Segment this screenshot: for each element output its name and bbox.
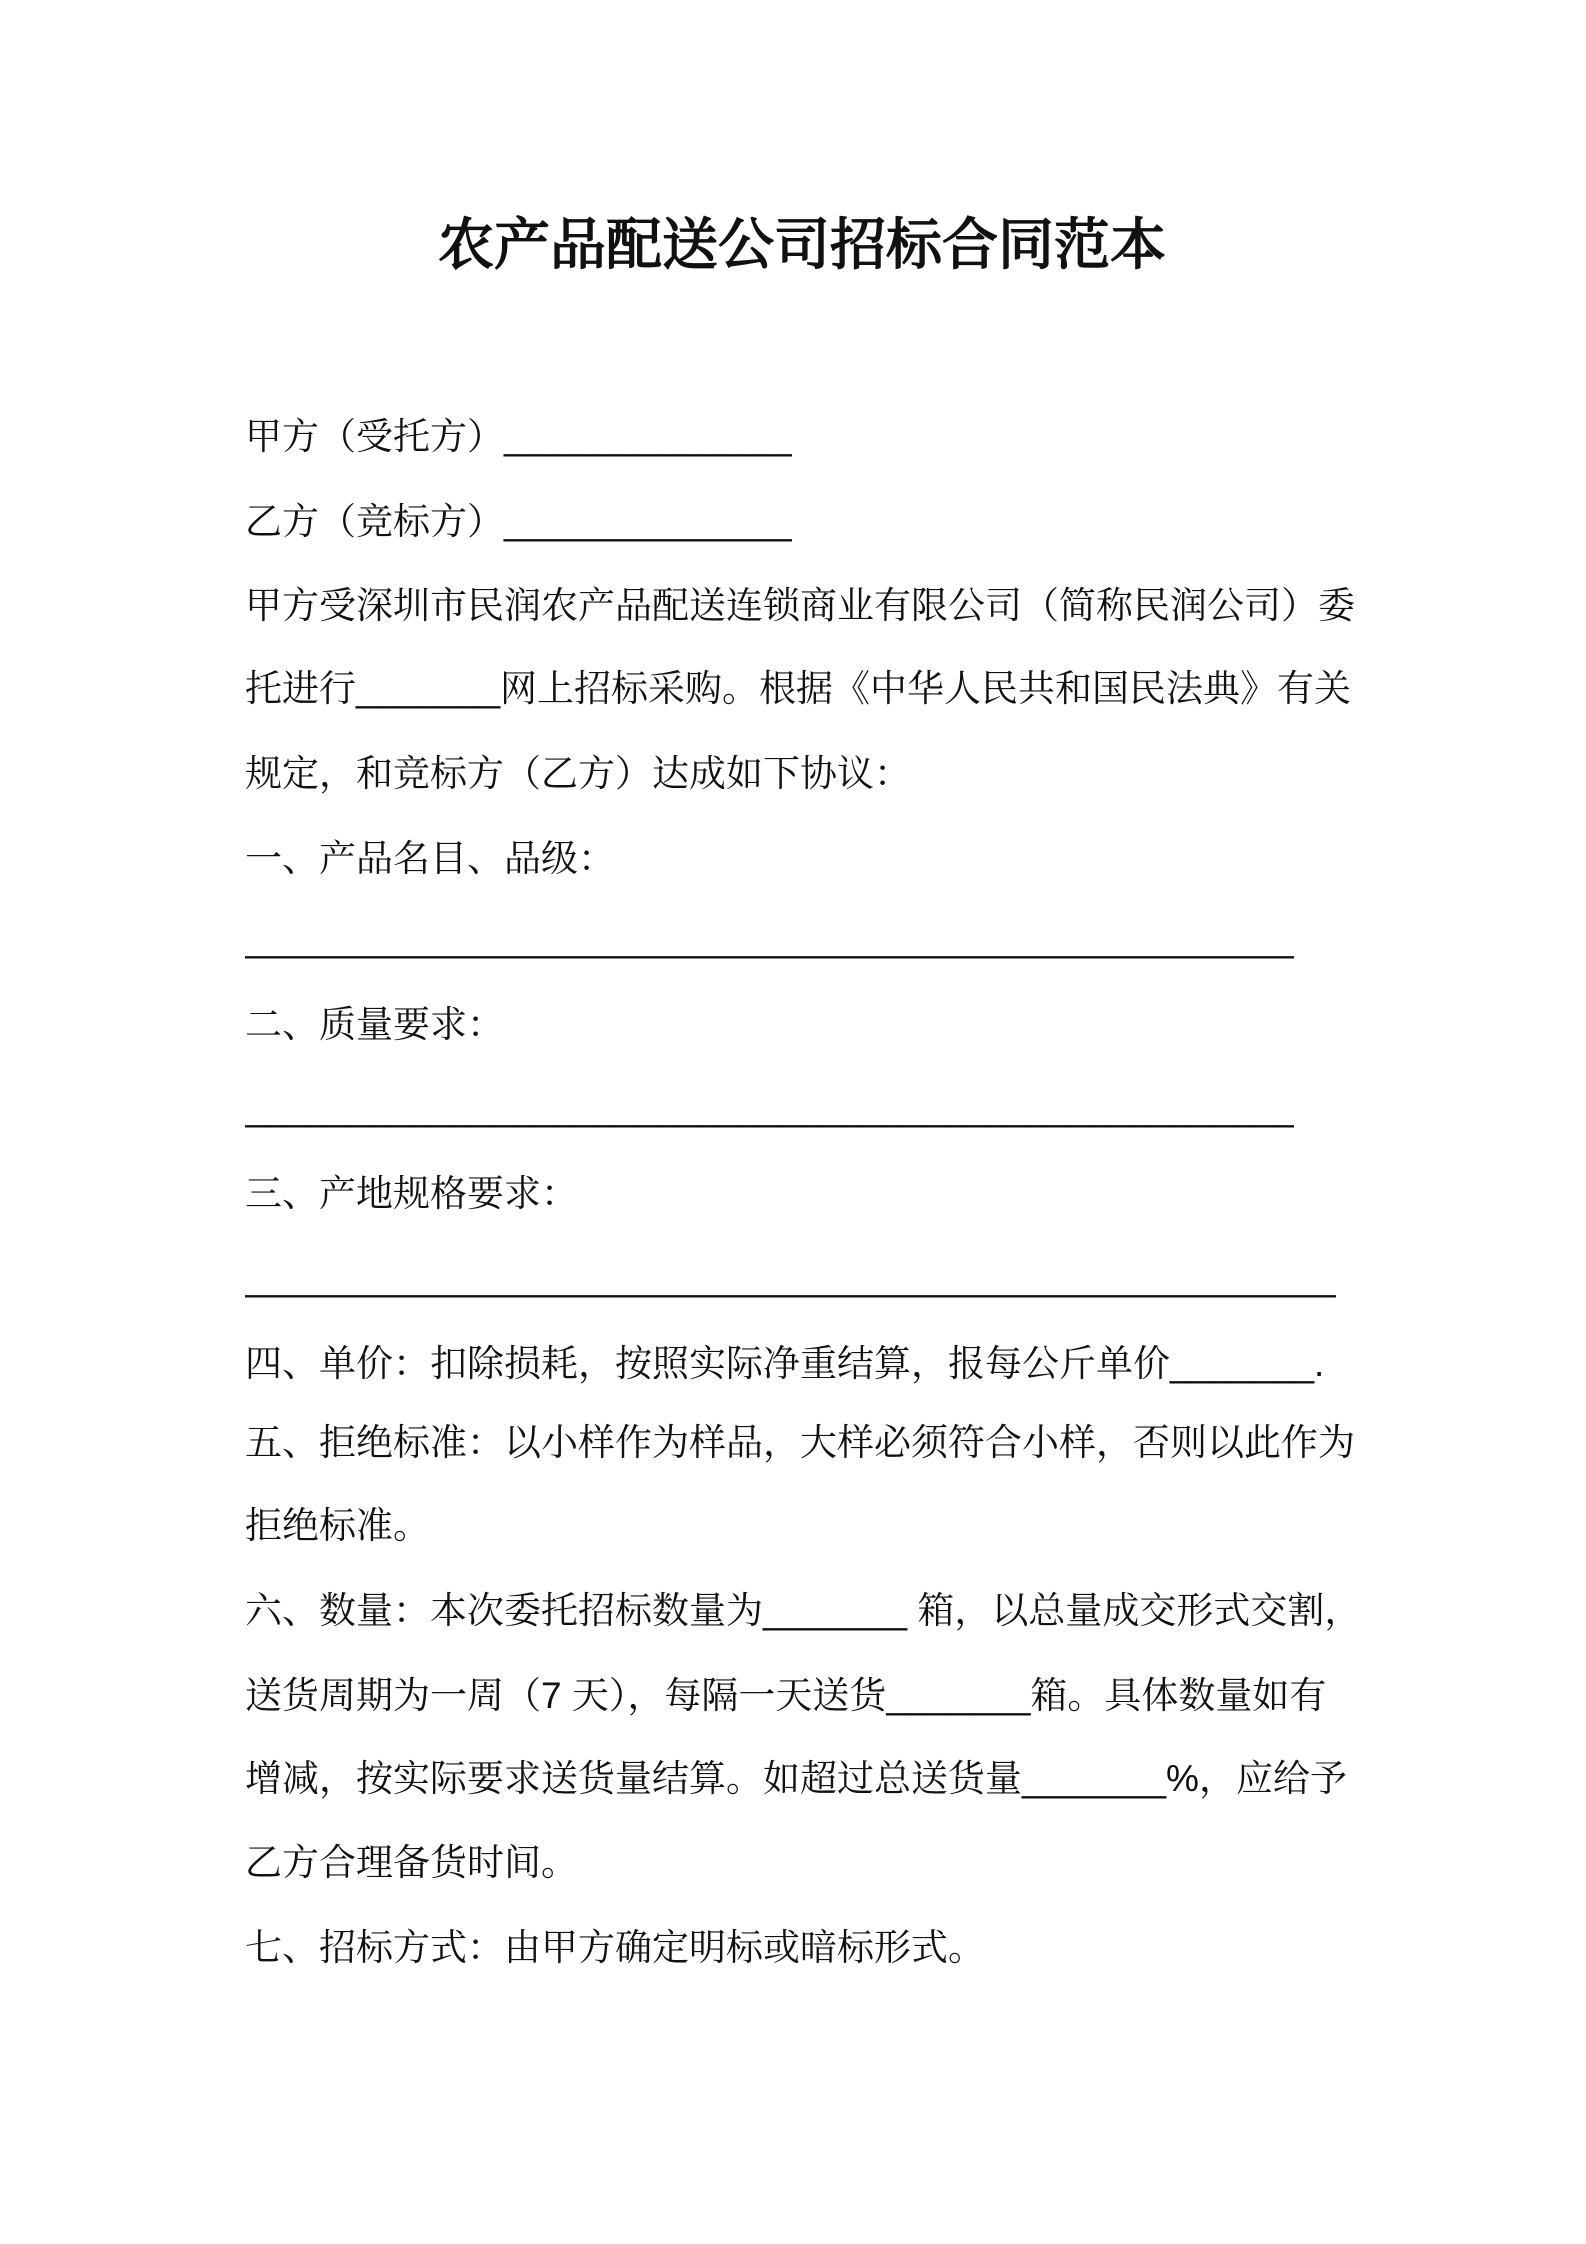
clause-heading: 三、产地规格要求： — [245, 1173, 578, 1214]
clause-line: 增减，按实际要求送货量结算。如超过总送货量_______%，应给予 — [245, 1758, 1347, 1799]
clause-heading: 二、质量要求： — [245, 1004, 504, 1045]
blank-fill-line: ___________________________________________________ — [245, 918, 1295, 959]
clause-heading: 一、产品名目、品级： — [245, 838, 615, 879]
clause-line: 拒绝标准。 — [245, 1505, 430, 1546]
clause-line: 乙方合理备货时间。 — [245, 1842, 578, 1883]
party-b-line: 乙方（竞标方）______________ — [245, 501, 793, 542]
clause-line: 送货周期为一周（7 天），每隔一天送货_______箱。具体数量如有 — [245, 1675, 1327, 1716]
blank-fill-line: _____________________________________________________ — [245, 1257, 1336, 1298]
clause-line: 五、拒绝标准：以小样作为样品，大样必须符合小样，否则以此作为 — [245, 1422, 1355, 1463]
party-a-line: 甲方（受托方）______________ — [245, 416, 793, 457]
blank-fill-line: ___________________________________________________ — [245, 1087, 1295, 1128]
preamble-line: 规定，和竞标方（乙方）达成如下协议： — [245, 753, 911, 794]
clause-line: 六、数量：本次委托招标数量为_______ 箱，以总量成交形式交割， — [245, 1590, 1362, 1631]
document-title: 农产品配送公司招标合同范本 — [438, 213, 1166, 276]
preamble-line: 甲方受深圳市民润农产品配送连锁商业有限公司（简称民润公司）委 — [245, 585, 1355, 626]
clause-line: 七、招标方式：由甲方确定明标或暗标形式。 — [245, 1927, 985, 1968]
preamble-line: 托进行_______网上招标采购。根据《中华人民共和国民法典》有关 — [245, 668, 1352, 709]
clause-line: 四、单价：扣除损耗，按照实际净重结算，报每公斤单价_______. — [245, 1343, 1325, 1384]
